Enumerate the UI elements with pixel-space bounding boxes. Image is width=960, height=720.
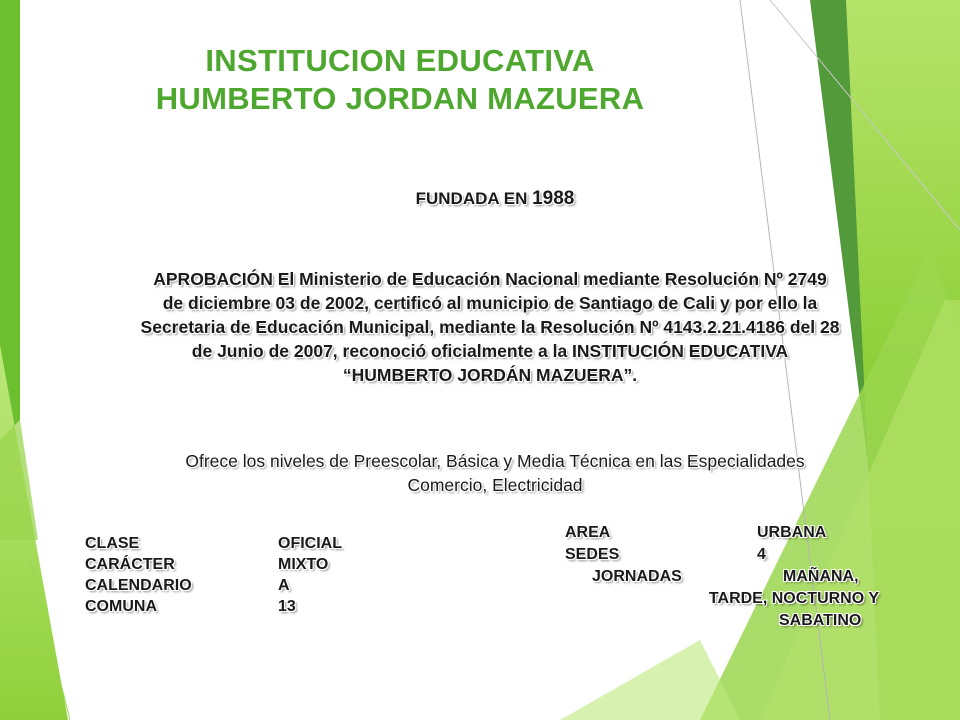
info-table-left xyxy=(85,533,385,617)
approval-line-3: Secretaria de Educación Municipal, mediante la Resolución Nº 4143.2.21.4186 del 28 xyxy=(140,317,840,337)
info-table-right xyxy=(565,522,885,632)
info-row-caracter xyxy=(85,554,385,575)
approval-line-5: “HUMBERTO JORDÁN MAZUERA”. xyxy=(342,365,638,385)
page-title xyxy=(0,42,800,118)
offer-line-2: Comercio, Electricidad xyxy=(407,475,583,495)
info-row-area xyxy=(565,522,885,544)
approval-line-1: APROBACIÓN El Ministerio de Educación Nacional mediante Resolución Nº 2749 xyxy=(153,269,827,289)
area-label: AREA xyxy=(565,524,611,541)
info-row-clase xyxy=(85,533,385,554)
title-line-2: HUMBERTO JORDAN MAZUERA xyxy=(155,81,645,116)
info-row-jornadas xyxy=(565,566,885,632)
approval-line-4: de Junio de 2007, reconoció oficialmente a la INSTITUCIÓN EDUCATIVA xyxy=(191,341,789,361)
offer-paragraph xyxy=(85,449,905,497)
title-line-1: INSTITUCION EDUCATIVA xyxy=(205,43,595,78)
right-green-bottom xyxy=(560,640,740,720)
approval-line-2: de diciembre 03 de 2002, certificó al municipio de Santiago de Cali y por ello la xyxy=(162,293,818,313)
info-value: MIXTO xyxy=(278,556,329,573)
area-value: URBANA xyxy=(757,524,827,541)
offer-line-1: Ofrece los niveles de Preescolar, Básica y Media Técnica en las Especialidades xyxy=(185,451,805,471)
founded-year: 1988 xyxy=(532,188,575,209)
jornadas-value-line-2: TARDE, NOCTURNO Y xyxy=(708,590,879,607)
info-row-comuna xyxy=(85,596,385,617)
sedes-value: 4 xyxy=(757,546,766,563)
info-value: OFICIAL xyxy=(278,535,342,552)
info-value: 13 xyxy=(278,598,296,615)
founded-label xyxy=(380,188,610,210)
founded-text: FUNDADA EN xyxy=(415,189,533,208)
info-label: COMUNA xyxy=(85,598,157,615)
info-value: A xyxy=(278,577,290,594)
left-green-shade xyxy=(0,420,38,540)
info-label: CALENDARIO xyxy=(85,577,192,594)
jornadas-value-line-3: SABATINO xyxy=(779,612,862,629)
info-label: CLASE xyxy=(85,535,140,552)
sedes-label: SEDES xyxy=(565,546,620,563)
info-row-sedes xyxy=(565,544,885,566)
jornadas-value-line-1: MAÑANA, xyxy=(783,568,859,585)
info-row-calendario xyxy=(85,575,385,596)
info-label: CARÁCTER xyxy=(85,556,175,573)
jornadas-label: JORNADAS xyxy=(592,568,682,585)
approval-paragraph xyxy=(60,267,920,387)
